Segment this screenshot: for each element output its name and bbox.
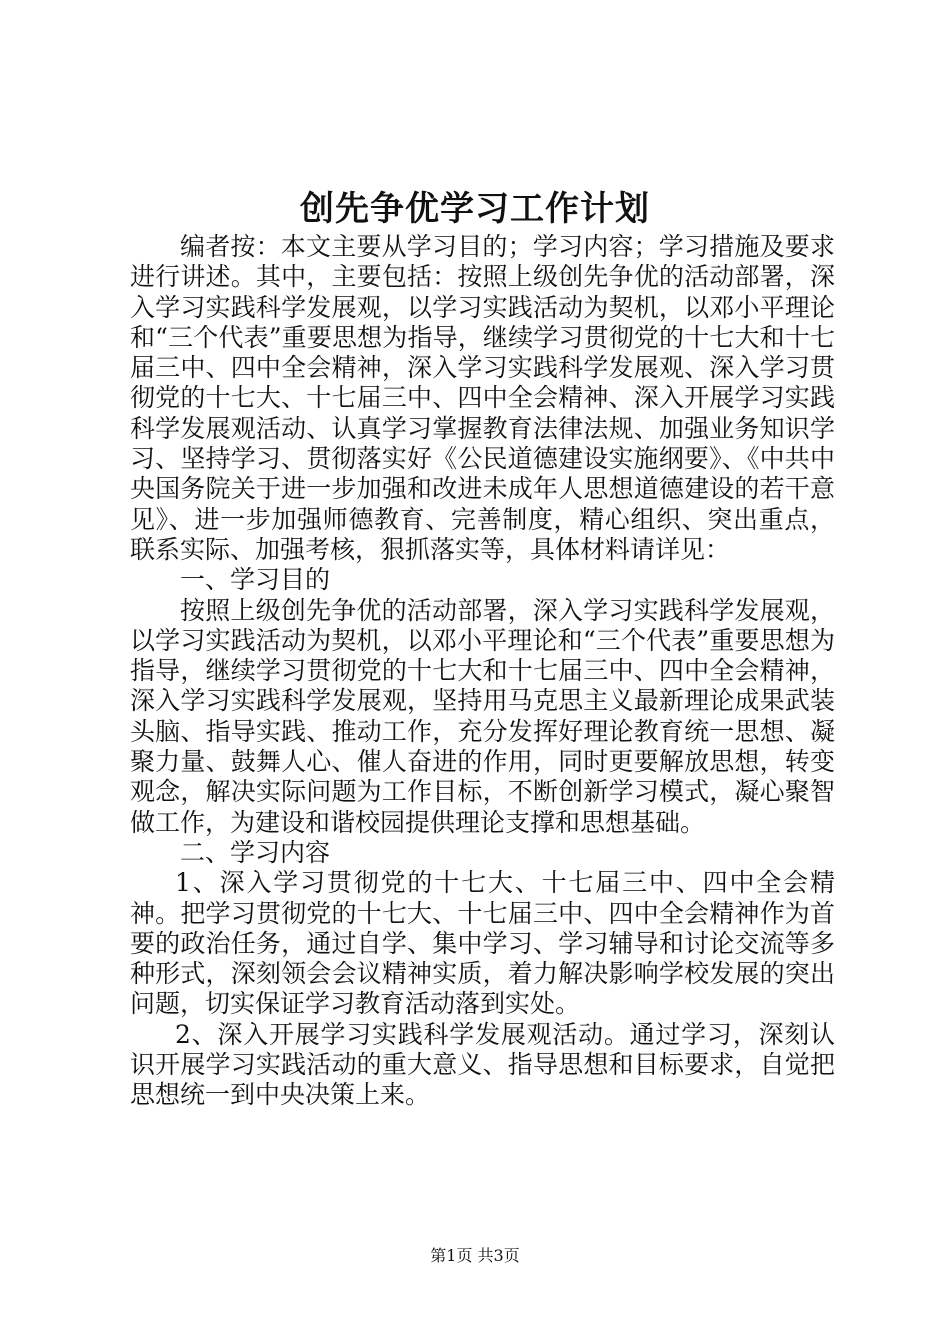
section-heading-purpose: 一、学习目的	[180, 565, 331, 595]
editor-note-paragraph: 编者按：本文主要从学习目的；学习内容；学习措施及要求进行讲述。其中，主要包括：按照上级创先争优的活动部署，深入学习实践科学发展观，以学习实践活动为契机，以邓小平理论和“三个代表”重要思想为指导，继续学习贯彻党的十七大和十七届三中、四中全会精神，深入学习实践科学发展观、深入学习贯彻党的十七大、十七届三中、四中全会精神、深入开展学习实践科学发展观活动、认真学习掌握教育法律法规、加强业务知识学习、坚持学习、贯彻落实好《公民道德建设实施纲要》、《中共中央国务院关于进一步加强和改进未成年人思想道德建设的若干意见》、进一步加强师德教育、完善制度，精心组织、突出重点，联系实际、加强考核，狠抓落实等，具体材料请详见：	[130, 232, 835, 564]
document-title: 创先争优学习工作计划	[300, 189, 650, 229]
document-body	[130, 232, 835, 1111]
content-item-2-paragraph: 2、深入开展学习实践科学发展观活动。通过学习，深刻认识开展学习实践活动的重大意义、指导思想和目标要求，自觉把思想统一到中央决策上来。	[130, 1019, 835, 1110]
purpose-paragraph: 按照上级创先争优的活动部署，深入学习实践科学发展观，以学习实践活动为契机，以邓小平理论和“三个代表”重要思想为指导，继续学习贯彻党的十七大和十七届三中、四中全会精神，深入学习实践科学发展观，坚持用马克思主义最新理论成果武装头脑、指导实践、推动工作，充分发挥好理论教育统一思想、凝聚力量、鼓舞人心、催人奋进的作用，同时更要解放思想，转变观念，解决实际问题为工作目标，不断创新学习模式，凝心聚智做工作，为建设和谐校园提供理论支撑和思想基础。	[130, 595, 835, 837]
page-number-footer: 第1页 共3页	[430, 1246, 520, 1265]
section-heading-content: 二、学习内容	[180, 837, 331, 867]
content-item-1-paragraph: 1、深入学习贯彻党的十七大、十七届三中、四中全会精神。把学习贯彻党的十七大、十七届三中、四中全会精神作为首要的政治任务，通过自学、集中学习、学习辅导和讨论交流等多种形式，深刻领会会议精神实质，着力解决影响学校发展的突出问题，切实保证学习教育活动落到实处。	[130, 868, 835, 1019]
